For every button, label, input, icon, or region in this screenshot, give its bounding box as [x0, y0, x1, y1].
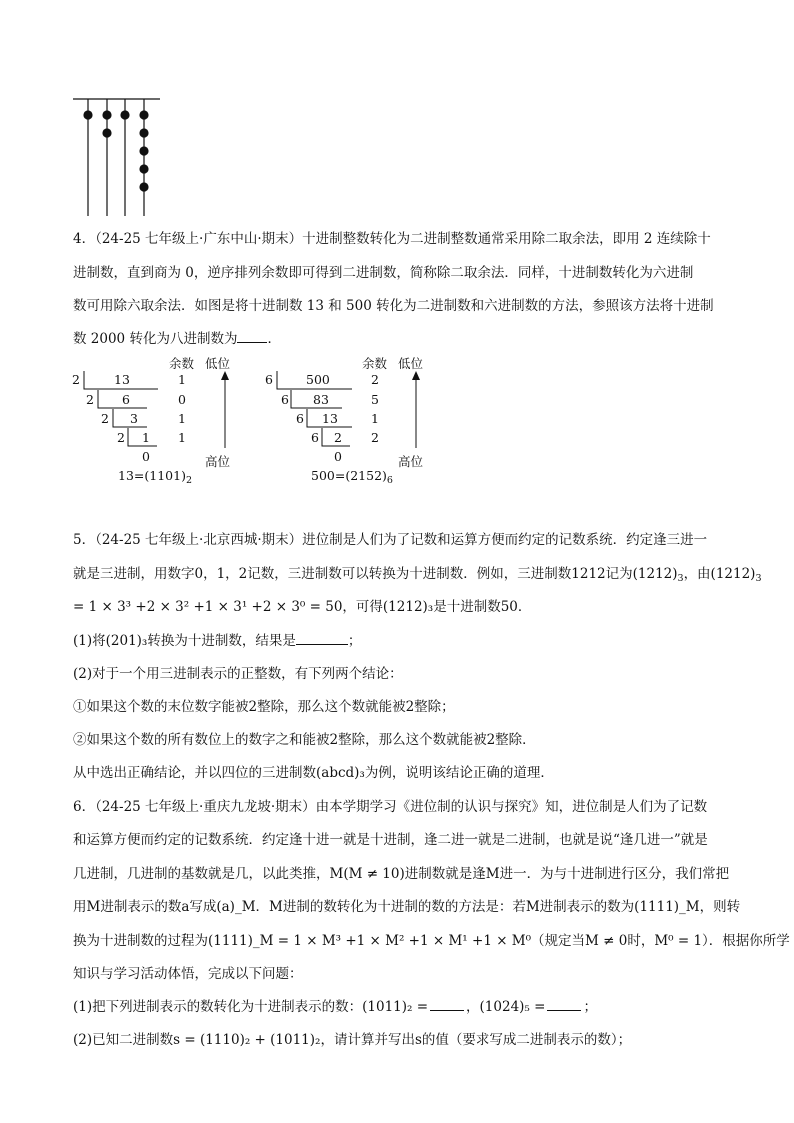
division-bracket [84, 371, 158, 389]
remainder: 1 [371, 411, 379, 426]
remainder: 2 [371, 430, 379, 445]
division-bracket [322, 428, 350, 446]
remainder: 0 [178, 392, 186, 407]
remainder: 5 [371, 392, 379, 407]
division-bracket [291, 390, 342, 408]
binary-result [118, 469, 192, 488]
q6-line-4: 用M进制表示的数a写成(a)_M．M进制的数转化为十进制的数的方法是：若M进制表示的数为(1111)_M，则转 [73, 899, 741, 915]
q5-line-6: ①如果这个数的末位数字能被2整除，那么这个数就能被2整除； [73, 699, 455, 715]
senary-result [311, 469, 393, 488]
remainder: 2 [371, 372, 379, 387]
low-position-label: 低位 [205, 356, 231, 371]
divisor: 6 [265, 372, 273, 387]
divisor: 2 [101, 411, 109, 426]
divisor: 6 [311, 430, 319, 445]
abacus-bead [139, 146, 148, 155]
q6-line-7-text: (1)把下列进制表示的数转化为十进制表示的数：(1011)₂ = [73, 999, 429, 1015]
q6-line-3: 几进制，几进制的基数就是几，以此类推，M(M ≠ 10)进制数就是逢M进一．为与十进制进行区分，我们常把 [73, 866, 730, 882]
remainder-header: 余数 [169, 356, 195, 371]
q6-line-2: 和运算方便而约定的记数系统．约定逢十进一就是十进制，逢二进一就是二进制，也就是说“逢几进一”就是 [73, 832, 708, 848]
q4-line-4-text: 数 2000 转化为八进制数为 [73, 331, 238, 347]
base-subscript: 3 [677, 573, 684, 584]
q5-line-5: (2)对于一个用三进制表示的正整数，有下列两个结论： [73, 666, 403, 682]
quotient: 500 [306, 372, 330, 387]
q5-line-3: = 1 × 3³ +2 × 3² +1 × 3¹ +2 × 3⁰ = 50，可得(1212)₃是十进制数50． [73, 599, 532, 615]
q6-line-5: 换为十进制数的过程为(1111)_M = 1 × M³ +1 × M² +1 × M¹ +1 × M⁰（规定当M ≠ 0时，M⁰ = 1）．根据你所学 [73, 933, 790, 949]
q5-line-4-end: ； [347, 633, 362, 649]
result-base: 2 [185, 475, 192, 486]
q4-line-4 [73, 329, 281, 349]
abacus-bead [139, 182, 148, 191]
quotient: 83 [313, 392, 329, 407]
abacus-figure [70, 94, 165, 219]
abacus-bead [120, 110, 129, 119]
q5-line-1: 5．（24-25 七年级上·北京西城·期末）进位制是人们为了记数和运算方便而约定的记数系统．约定逢三进一 [73, 532, 708, 548]
abacus-bead [102, 128, 111, 137]
q6-line-7-text: ，(1024)₅ = [466, 999, 546, 1015]
final-quotient: 0 [334, 449, 342, 464]
q5-line-2-text: ，由(1212) [683, 566, 756, 582]
abacus-bead [83, 110, 92, 119]
result-text: 13=(1101) [118, 468, 186, 483]
base-subscript: 3 [755, 573, 762, 584]
division-bracket [128, 428, 157, 446]
q6-line-8: (2)已知二进制数s = (1110)₂ + (1011)₂，请计算并写出s的值（要求写成二进制表示的数）； [73, 1032, 632, 1048]
divisor: 2 [86, 392, 94, 407]
division-bracket [307, 409, 352, 427]
quotient: 13 [114, 372, 130, 387]
q6-line-6: 知识与学习活动体悟，完成以下问题： [73, 966, 303, 982]
remainder: 1 [178, 372, 186, 387]
q5-line-7: ②如果这个数的所有数位上的数字之和能被2整除，那么这个数就能被2整除． [73, 732, 536, 748]
divisor: 6 [281, 392, 289, 407]
abacus-bead [139, 164, 148, 173]
q6-line-7 [73, 997, 597, 1017]
q6-answer-blank-1[interactable] [430, 997, 464, 1011]
quotient: 6 [122, 392, 130, 407]
q4-line-3: 数可用除六取余法．如图是将十进制数 13 和 500 转化为二进制数和六进制数的方法，参照该方法将十进制 [73, 298, 714, 314]
q4-line-4-end: ． [267, 331, 281, 347]
quotient: 3 [130, 411, 138, 426]
quotient: 2 [334, 430, 342, 445]
q6-answer-blank-2[interactable] [547, 997, 581, 1011]
q5-line-8: 从中选出正确结论，并以四位的三进制数(abcd)₃为例，说明该结论正确的道理． [73, 765, 554, 781]
division-bracket [277, 371, 352, 389]
up-arrow-head [221, 371, 229, 380]
result-text: 500=(2152) [311, 468, 387, 483]
division-bracket [98, 390, 147, 408]
abacus-bead [102, 110, 111, 119]
divisor: 2 [117, 430, 125, 445]
q4-line-1: 4．（24-25 七年级上·广东中山·期末）十进制整数转化为二进制整数通常采用除二取余法，即用 2 连续除十 [73, 231, 711, 247]
divisor: 2 [72, 372, 80, 387]
remainder: 1 [178, 411, 186, 426]
abacus-bead [139, 110, 148, 119]
remainder-header: 余数 [362, 356, 388, 371]
q6-line-1: 6．（24-25 七年级上·重庆九龙坡·期末）由本学期学习《进位制的认识与探究》知，进位制是人们为了记数 [73, 799, 708, 815]
q5-line-2-text: 就是三进制，用数字0，1，2记数，三进制数可以转换为十进制数．例如，三进制数1212记为(1212) [73, 566, 678, 582]
q4-line-2: 进制数，直到商为 0，逆序排列余数即可得到二进制数，简称除二取余法．同样，十进制数转化为六进制 [73, 265, 694, 281]
up-arrow-head [412, 371, 420, 380]
result-base: 6 [386, 475, 393, 486]
quotient: 1 [142, 430, 150, 445]
q6-line-7-end: ； [583, 999, 597, 1015]
q4-answer-blank[interactable] [237, 329, 267, 343]
q5-answer-blank[interactable] [296, 631, 348, 645]
high-position-label: 高位 [205, 454, 231, 469]
remainder: 1 [178, 430, 186, 445]
division-bracket [113, 409, 147, 427]
q5-line-4-text: (1)将(201)₃转换为十进制数，结果是 [73, 633, 296, 649]
divisor: 6 [296, 411, 304, 426]
low-position-label: 低位 [398, 356, 424, 371]
quotient: 13 [322, 411, 338, 426]
final-quotient: 0 [142, 449, 150, 464]
q5-line-4 [73, 631, 361, 651]
q5-line-2 [73, 564, 762, 589]
abacus-bead [139, 128, 148, 137]
high-position-label: 高位 [398, 454, 424, 469]
